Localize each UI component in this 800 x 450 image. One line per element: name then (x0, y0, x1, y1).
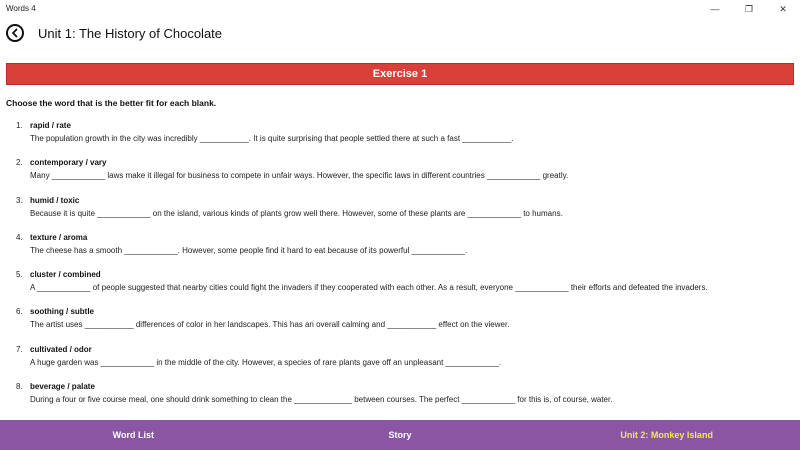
word-choices: cultivated / odor (30, 344, 92, 354)
word-choices: contemporary / vary (30, 158, 107, 168)
question-sentence: A huge garden was ____________ in the middle of the city. However, a species of rare plants gave off an unpleasant ____________. (30, 357, 502, 367)
minimize-button[interactable] (698, 0, 732, 18)
app-title: Words 4 (6, 4, 36, 13)
question-sentence: Many ____________ laws make it illegal for business to compete in unfair ways. However, the specific laws in different countries ____________ greatly. (30, 171, 569, 181)
question-sentence: A ____________ of people suggested that nearby cities could fight the invaders if they cooperated with each other. As a result, everyone ____________ their efforts and defeated the invaders. (30, 283, 708, 293)
question-item (0, 233, 800, 270)
window-title-bar (0, 0, 800, 18)
word-choices: beverage / palate (30, 382, 95, 392)
question-list (0, 121, 800, 419)
close-icon: ✕ (779, 4, 787, 14)
question-item (0, 307, 800, 344)
question-item (0, 270, 800, 307)
restore-icon: ❐ (744, 4, 754, 14)
page-title: Unit 1: The History of Chocolate (38, 26, 223, 41)
back-arrow-icon (10, 28, 20, 38)
back-button[interactable] (6, 24, 24, 42)
question-sentence: During a four or five course meal, one should drink something to clean the _____________ between courses. The perfect ____________ for this is, of course, water. (30, 395, 613, 405)
window-controls (698, 0, 800, 18)
question-item (0, 158, 800, 195)
word-choices: soothing / subtle (30, 307, 94, 317)
question-item (0, 345, 800, 382)
word-list-button[interactable]: Word List (112, 430, 154, 440)
question-item (0, 382, 800, 419)
page-header (0, 22, 800, 50)
exercise-banner: Exercise 1 (6, 63, 794, 85)
word-choices: cluster / combined (30, 270, 101, 280)
question-item (0, 121, 800, 158)
question-number: 8. (16, 382, 23, 392)
restore-button[interactable] (732, 0, 766, 18)
question-number: 4. (16, 232, 23, 242)
story-button[interactable]: Story (388, 430, 412, 440)
word-choices: texture / aroma (30, 232, 88, 242)
minimize-icon: — (710, 4, 720, 14)
next-unit-button[interactable]: Unit 2: Monkey Island (620, 430, 713, 440)
question-sentence: The artist uses ___________ differences of color in her landscapes. This has an overall calming and ___________ effect on the viewer. (30, 320, 510, 330)
close-button[interactable] (766, 0, 800, 18)
question-item (0, 196, 800, 233)
question-number: 7. (16, 344, 23, 354)
word-choices: humid / toxic (30, 195, 80, 205)
question-number: 3. (16, 195, 23, 205)
question-number: 6. (16, 307, 23, 317)
bottom-nav-bar (0, 420, 800, 450)
question-number: 1. (16, 121, 23, 130)
question-number: 2. (16, 158, 23, 168)
question-sentence: The population growth in the city was incredibly ___________. It is quite surprising that people settled there at such a fast ___________. (30, 134, 514, 143)
question-sentence: The cheese has a smooth ____________. However, some people find it hard to eat because of its powerful ____________. (30, 245, 468, 255)
question-sentence: Because it is quite ____________ on the island, various kinds of plants grow well there. However, some of these plants are ____________ to humans. (30, 208, 563, 218)
exercise-instructions: Choose the word that is the better fit for each blank. (6, 98, 217, 108)
question-number: 5. (16, 270, 23, 280)
word-choices: rapid / rate (30, 121, 71, 130)
